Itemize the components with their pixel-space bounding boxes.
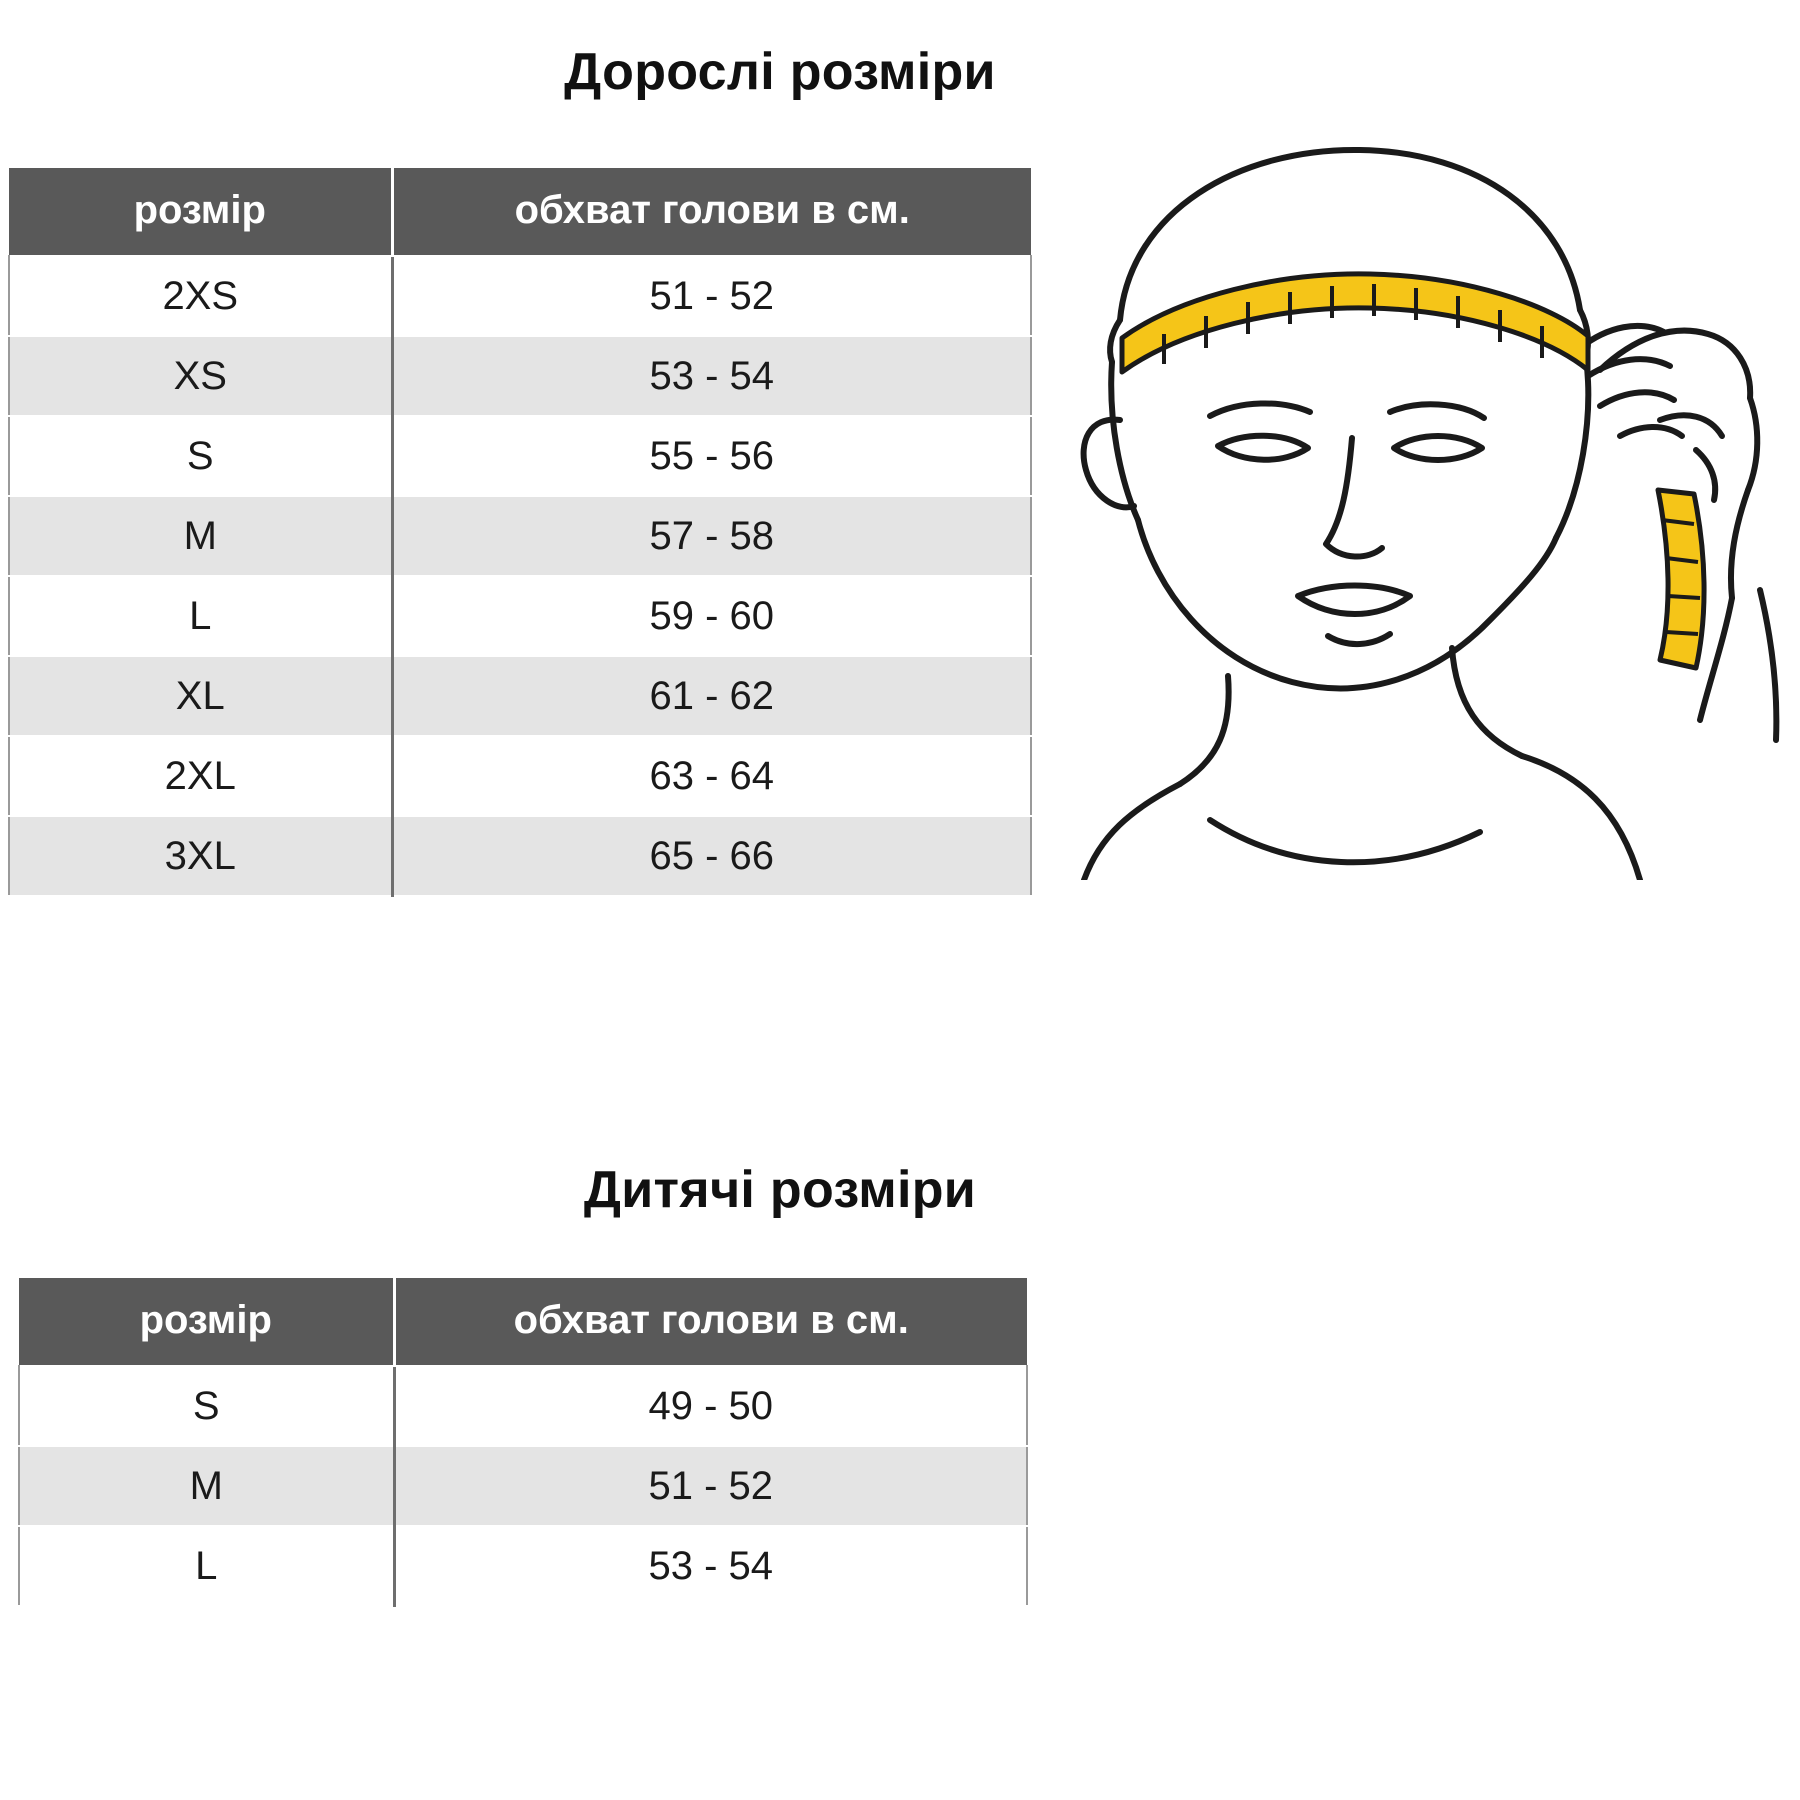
cell-circumference: 57 - 58: [392, 496, 1031, 576]
table-row: [9, 576, 1031, 656]
table-row: [9, 656, 1031, 736]
cell-size: XS: [9, 336, 392, 416]
cell-size: 3XL: [9, 816, 392, 896]
cell-circumference: 53 - 54: [394, 1526, 1027, 1606]
cell-size: S: [19, 1366, 394, 1446]
cell-circumference: 63 - 64: [392, 736, 1031, 816]
kids-size-table: [18, 1278, 1028, 1607]
table-row: [9, 816, 1031, 896]
adult-section-title: Дорослі розміри: [564, 43, 996, 101]
cell-circumference: 65 - 66: [392, 816, 1031, 896]
cell-circumference: 53 - 54: [392, 336, 1031, 416]
head-measurement-illustration: [1060, 120, 1790, 880]
table-header-row: [9, 168, 1031, 256]
column-header-size: розмір: [19, 1278, 394, 1366]
cell-size: 2XS: [9, 256, 392, 336]
cell-size: M: [9, 496, 392, 576]
column-header-size: розмір: [9, 168, 392, 256]
cell-size: L: [19, 1526, 394, 1606]
cell-size: S: [9, 416, 392, 496]
cell-circumference: 61 - 62: [392, 656, 1031, 736]
table-header-row: [19, 1278, 1027, 1366]
table-row: [9, 416, 1031, 496]
table-row: [9, 496, 1031, 576]
table-row: [19, 1366, 1027, 1446]
cell-circumference: 51 - 52: [392, 256, 1031, 336]
table-row: [19, 1446, 1027, 1526]
table-row: [19, 1526, 1027, 1606]
cell-circumference: 59 - 60: [392, 576, 1031, 656]
adult-size-table: [8, 168, 1032, 897]
cell-size: XL: [9, 656, 392, 736]
table-row: [9, 256, 1031, 336]
cell-size: 2XL: [9, 736, 392, 816]
cell-size: M: [19, 1446, 394, 1526]
cell-circumference: 51 - 52: [394, 1446, 1027, 1526]
cell-circumference: 49 - 50: [394, 1366, 1027, 1446]
table-row: [9, 736, 1031, 816]
cell-circumference: 55 - 56: [392, 416, 1031, 496]
table-row: [9, 336, 1031, 416]
column-header-circumference: обхват голови в см.: [394, 1278, 1027, 1366]
kids-section-title: Дитячі розміри: [583, 1161, 977, 1219]
column-header-circumference: обхват голови в см.: [392, 168, 1031, 256]
cell-size: L: [9, 576, 392, 656]
